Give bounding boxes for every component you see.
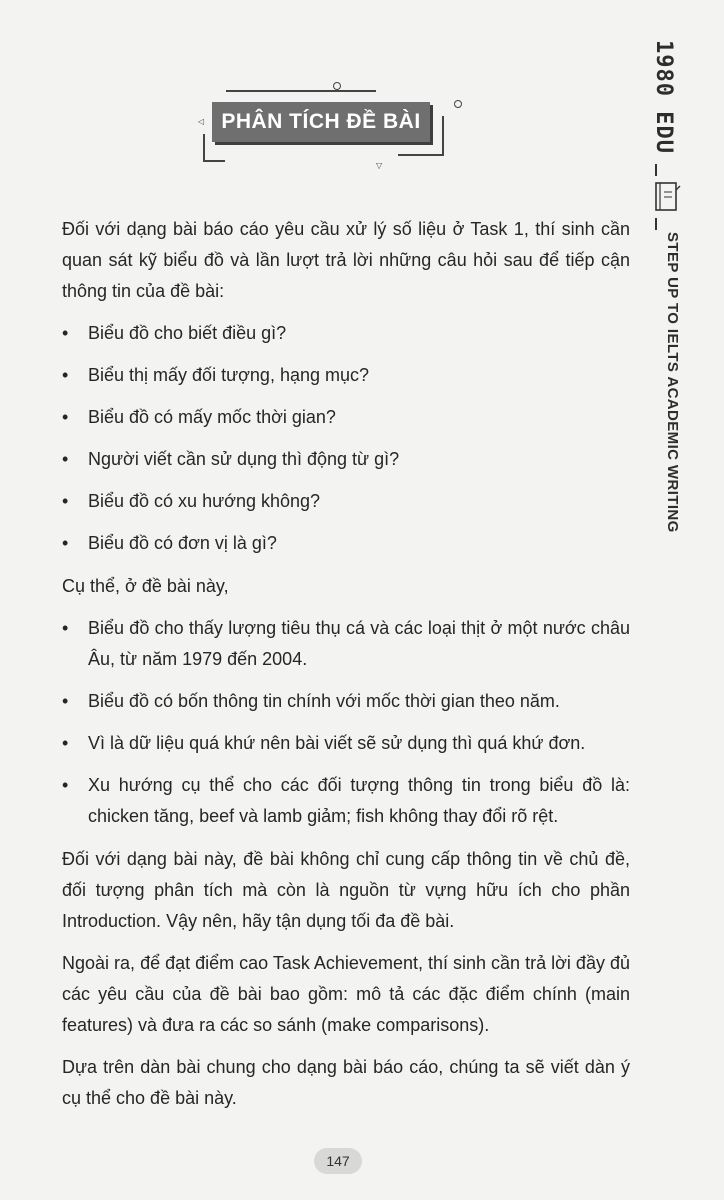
list-item: • Biểu đồ có mấy mốc thời gian? — [62, 402, 630, 433]
list-item: • Biểu đồ có xu hướng không? — [62, 486, 630, 517]
decorative-line — [226, 90, 376, 92]
list-item: • Biểu đồ có bốn thông tin chính với mốc thời gian theo năm. — [62, 686, 630, 717]
section-title-banner — [198, 86, 466, 186]
decorative-triangle-icon: ▽ — [376, 161, 383, 170]
title-box — [212, 102, 430, 142]
list-item: • Người viết cần sử dụng thì động từ gì? — [62, 444, 630, 475]
list-item: • Biểu đồ cho thấy lượng tiêu thụ cá và các loại thịt ở một nước châu Âu, từ năm 1979 đến 2004. — [62, 613, 630, 675]
specifics-list — [62, 613, 630, 832]
paragraph: Đối với dạng bài này, đề bài không chỉ cung cấp thông tin về chủ đề, đối tượng phân tích mà còn là nguồn từ vựng hữu ích cho phần Introduction. Vậy nên, hãy tận dụng tối đa đề bài. — [62, 849, 630, 931]
list-item: • Biểu đồ có đơn vị là gì? — [62, 528, 630, 559]
decorative-circle-icon — [333, 82, 341, 90]
decorative-circle-icon — [454, 100, 462, 108]
page-number: 147 — [326, 1153, 350, 1169]
series-title: STEP UP TO IELTS ACADEMIC WRITING — [664, 232, 681, 533]
decorative-line — [442, 116, 444, 156]
decorative-line — [203, 160, 225, 162]
list-item: • Vì là dữ liệu quá khứ nên bài viết sẽ sử dụng thì quá khứ đơn. — [62, 728, 630, 759]
separator — [655, 164, 657, 176]
decorative-line — [398, 154, 442, 156]
separator — [655, 218, 657, 230]
paragraph: Ngoài ra, để đạt điểm cao Task Achievement, thí sinh cần trả lời đầy đủ các yêu cầu của đề bài bao gồm: mô tả các đặc điểm chính (main features) và đưa ra các so sánh (make comparisons). — [62, 953, 630, 1035]
decorative-line — [203, 134, 205, 160]
decorative-triangle-icon: ◁ — [198, 117, 205, 126]
question-list — [62, 318, 630, 559]
page-content — [62, 214, 630, 1125]
paragraph: Dựa trên dàn bài chung cho dạng bài báo cáo, chúng ta sẽ viết dàn ý cụ thể cho đề bài này. — [62, 1057, 630, 1108]
intro-paragraph: Đối với dạng bài báo cáo yêu cầu xử lý số liệu ở Task 1, thí sinh cần quan sát kỹ biểu đồ và lần lượt trả lời những câu hỏi sau để tiếp cận thông tin của đề bài: — [62, 219, 630, 301]
list-item: • Biểu đồ cho biết điều gì? — [62, 318, 630, 349]
notebook-icon — [652, 180, 682, 214]
section-title: PHÂN TÍCH ĐỀ BÀI — [221, 110, 421, 133]
page-number-badge — [314, 1148, 362, 1174]
list-item: • Xu hướng cụ thể cho các đối tượng thông tin trong biểu đồ là: chicken tăng, beef và lamb giảm; fish không thay đổi rõ rệt. — [62, 770, 630, 832]
specific-intro: Cụ thể, ở đề bài này, — [62, 576, 229, 596]
list-item: • Biểu thị mấy đối tượng, hạng mục? — [62, 360, 630, 391]
brand-logo-text: 1980 EDU — [651, 40, 676, 154]
